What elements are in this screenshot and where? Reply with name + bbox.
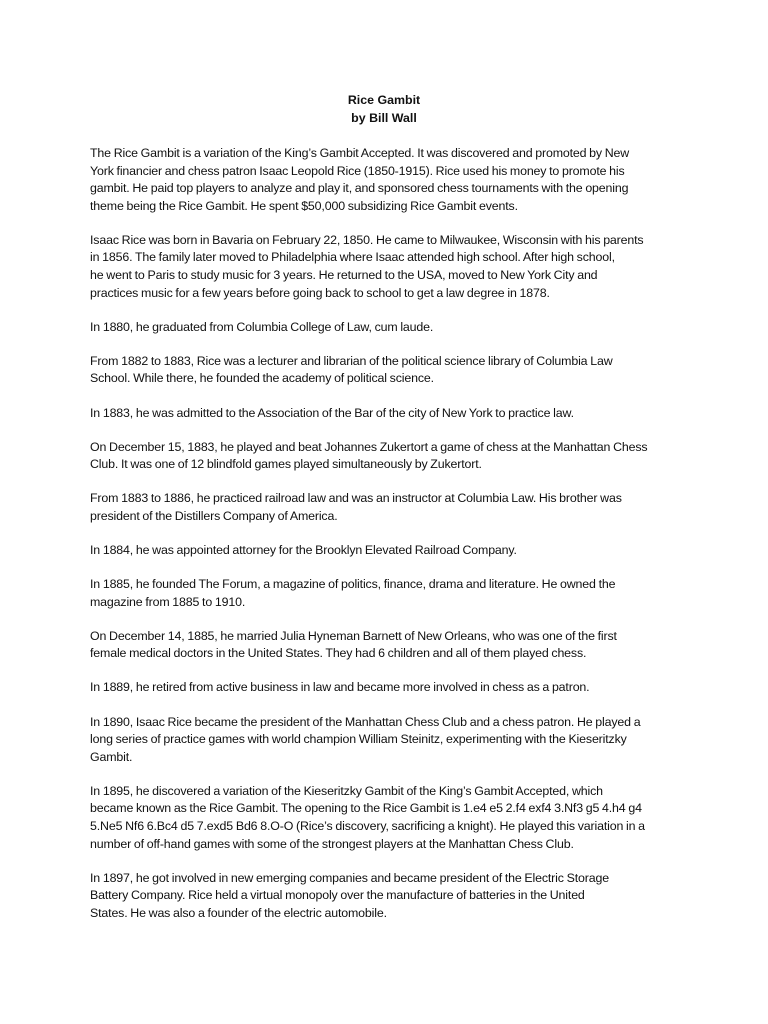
document-title: Rice Gambit	[347, 93, 421, 107]
text-line: Isaac Rice was born in Bavaria on February 22, 1850. He came to Milwaukee, Wisconsin with his parents	[90, 232, 644, 247]
text-line: From 1882 to 1883, Rice was a lecturer and librarian of the political science library of Columbia Law	[90, 353, 613, 368]
text-line: Gambit.	[90, 749, 133, 764]
text-line: president of the Distillers Company of America.	[90, 508, 338, 523]
text-line: number of off-hand games with some of the strongest players at the Manhattan Chess Club.	[90, 836, 574, 851]
text-line: In 1889, he retired from active business in law and became more involved in chess as a patron.	[90, 680, 590, 695]
text-line: long series of practice games with world champion William Steinitz, experimenting with the Kieseritzky	[90, 732, 627, 747]
text-line: he went to Paris to study music for 3 years. He returned to the USA, moved to New York City and	[90, 268, 598, 283]
text-line: In 1895, he discovered a variation of the Kieseritzky Gambit of the King’s Gambit Accepted, which	[90, 783, 603, 798]
text-line: female medical doctors in the United States. They had 6 children and all of them played chess.	[90, 646, 587, 661]
paragraph	[90, 145, 684, 215]
paragraph	[90, 870, 684, 923]
paragraph	[90, 439, 684, 474]
text-line: In 1880, he graduated from Columbia College of Law, cum laude.	[90, 319, 434, 334]
text-line: Battery Company. Rice held a virtual monopoly over the manufacture of batteries in the United	[90, 888, 585, 903]
text-line: In 1897, he got involved in new emerging companies and became president of the Electric Storage	[90, 870, 609, 885]
text-line: practices music for a few years before going back to school to get a law degree in 1878.	[90, 285, 550, 300]
paragraph	[90, 679, 684, 697]
paragraph	[90, 232, 684, 302]
text-line: 5.Ne5 Nf6 6.Bc4 d5 7.exd5 Bd6 8.O-O (Rice’s discovery, sacrificing a knight). He played this variation in a	[90, 819, 645, 834]
paragraph	[90, 783, 684, 853]
text-line: From 1883 to 1886, he practiced railroad law and was an instructor at Columbia Law. His brother was	[90, 491, 622, 506]
paragraph	[90, 628, 684, 663]
text-line: In 1884, he was appointed attorney for the Brooklyn Elevated Railroad Company.	[90, 543, 517, 557]
text-line: The Rice Gambit is a variation of the King’s Gambit Accepted. It was discovered and promoted by New	[90, 146, 630, 160]
text-line: became known as the Rice Gambit. The opening to the Rice Gambit is 1.e4 e5 2.f4 exf4 3.Nf3 g5 4.h4 g4	[90, 801, 642, 816]
title-block	[0, 92, 768, 127]
text-line: theme being the Rice Gambit. He spent $50,000 subsidizing Rice Gambit events.	[90, 198, 518, 213]
text-line: in 1856. The family later moved to Philadelphia where Isaac attended high school. After high school,	[90, 250, 615, 265]
text-line: gambit. He paid top players to analyze and play it, and sponsored chess tournaments with the opening	[90, 181, 629, 196]
paragraph	[90, 490, 684, 525]
text-line: In 1890, Isaac Rice became the president of the Manhattan Chess Club and a chess patron. He played a	[90, 714, 641, 729]
text-line: magazine from 1885 to 1910.	[90, 594, 246, 609]
paragraph	[90, 542, 684, 560]
text-line: School. While there, he founded the academy of political science.	[90, 371, 434, 386]
text-line: In 1885, he founded The Forum, a magazine of politics, finance, drama and literature. He owned the	[90, 577, 616, 592]
document-byline: by Bill Wall	[351, 110, 417, 125]
text-line: Club. It was one of 12 blindfold games played simultaneously by Zukertort.	[90, 457, 482, 472]
text-line: On December 14, 1885, he married Julia Hyneman Barnett of New Orleans, who was one of the first	[90, 628, 617, 643]
text-line: On December 15, 1883, he played and beat Johannes Zukertort a game of chess at the Manhattan Chess	[90, 439, 648, 454]
text-line: States. He was also a founder of the electric automobile.	[90, 905, 387, 920]
text-line: York financier and chess patron Isaac Leopold Rice (1850-1915). Rice used his money to promote his	[90, 163, 625, 178]
document-body	[90, 145, 684, 939]
paragraph	[90, 576, 684, 611]
paragraph	[90, 353, 684, 388]
paragraph	[90, 319, 684, 337]
paragraph	[90, 405, 684, 423]
text-line: In 1883, he was admitted to the Association of the Bar of the city of New York to practice law.	[90, 405, 574, 420]
paragraph	[90, 714, 684, 767]
